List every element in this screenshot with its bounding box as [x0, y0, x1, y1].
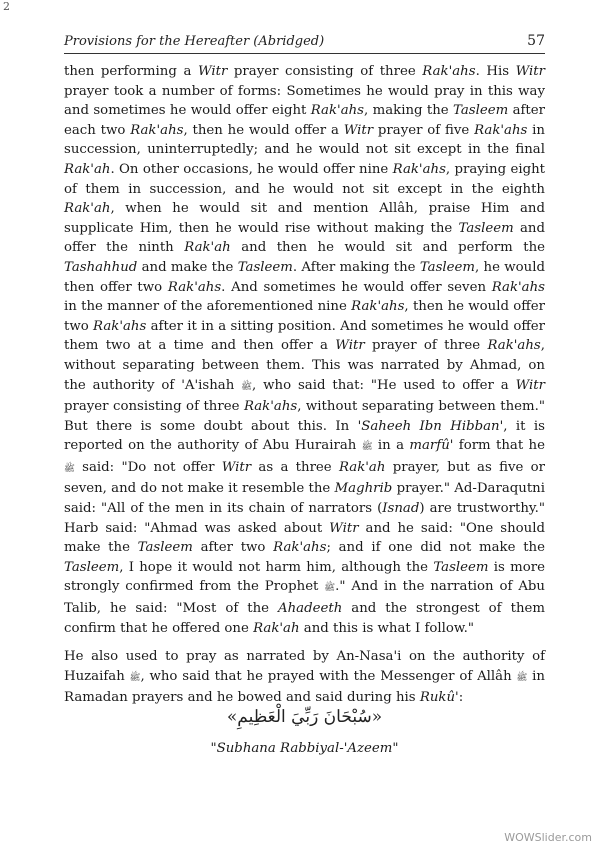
running-header: [64, 33, 545, 49]
running-title: Provisions for the Hereafter (Abridged): [64, 34, 325, 49]
header-rule: [64, 53, 545, 54]
honorific-icon: ﷺ: [361, 442, 373, 453]
body-text: [64, 62, 545, 708]
page-corner-mark: 2: [3, 0, 10, 13]
honorific-icon: ﷺ: [324, 583, 336, 594]
paragraph-ruku: He also used to pray as narrated by An-Nasa'i on the authority of Huzaifah ﷺ, who said that he prayed with the Messenger of Allâh ﷺ in Ramadan prayers and he bowed and said during his Rukû':: [64, 649, 545, 706]
honorific-icon: ﷺ: [516, 672, 528, 683]
paragraph-witr-forms: then performing a Witr prayer consisting of three Rak'ahs. His Witr prayer took a number of forms: Sometimes he would pray in this way and sometimes he would offer eight Rak'ahs, making the Tasleem after each two Rak'ahs, then he would offer a Witr prayer of five Rak'ahs in succession, uninterruptedly; and he would not sit except in the final Rak'ah. On other occasions, he would offer nine Rak'ahs, praying eight of them in succession, and he would not sit except in the eighth Rak'ah, when he would sit and mention Allâh, praise Him and supplicate Him, then he would rise without making the Tasleem and offer the ninth Rak'ah and then he would sit and perform the Tashahhud and make the Tasleem. After making the Tasleem, he would then offer two Rak'ahs. And sometimes he would offer seven Rak'ahs in the manner of the aforementioned nine Rak'ahs, then he would offer two Rak'ahs after it in a sitting position. And sometimes he would offer them two at a time and then offer a Witr prayer of three Rak'ahs, without separating between them. This was narrated by Ahmad, on the authority of 'A'ishah ﷺ, who said that: "He used to offer a Witr prayer consisting of three Rak'ahs, without separating between them." But there is some doubt about this. In 'Saheeh Ibn Hibban', it is reported on the authority of Abu Hurairah ﷺ in a marfû' form that he ﷺ said: "Do not offer Witr as a three Rak'ah prayer, but as five or seven, and do not make it resemble the Maghrib prayer." Ad-Daraqutni said: "All of the men in its chain of narrators (Isnad) are trustworthy." Harb said: "Ahmad was asked about Witr and he said: "One should make the Tasleem after two Rak'ahs; and if one did not make the Tasleem, I hope it would not harm him, although the Tasleem is more strongly confirmed from the Prophet ﷺ." And in the narration of Abu Talib, he said: "Most of the Ahadeeth and the strongest of them confirm that he offered one Rak'ah and this is what I follow.": [64, 64, 546, 636]
honorific-icon: ﷺ: [241, 381, 253, 392]
transliteration: "Subhana Rabbiyal-'Azeem": [210, 741, 399, 756]
honorific-icon: ﷺ: [129, 672, 141, 683]
arabic-supplication: «سُبْحَانَ رَبِّيَ الْعَظِيمِ»: [226, 707, 383, 727]
watermark: WOWSlider.com: [504, 831, 592, 844]
page-number: 57: [527, 33, 545, 49]
honorific-icon: ﷺ: [64, 463, 75, 474]
